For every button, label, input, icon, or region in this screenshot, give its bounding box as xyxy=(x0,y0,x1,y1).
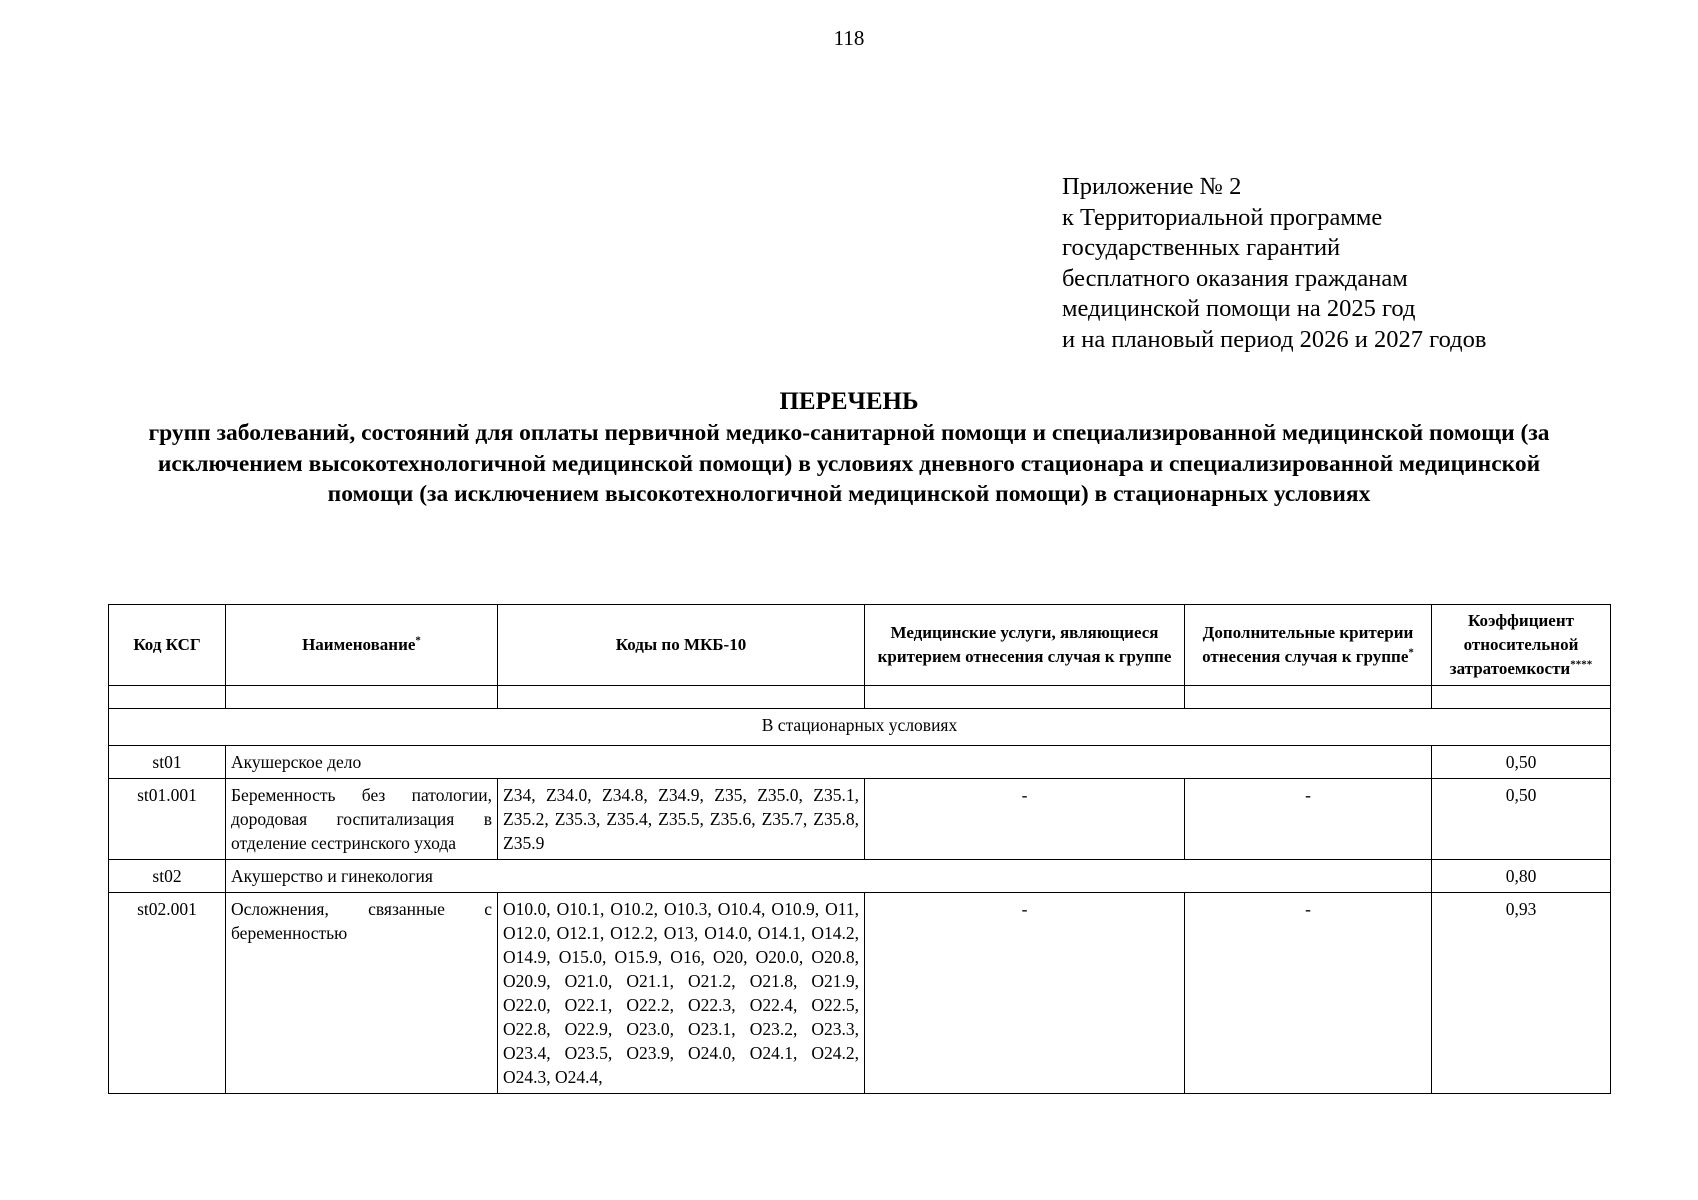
document-subtitle: групп заболеваний, состояний для оплаты первичной медико-санитарной помощи и специализированной медицинской помощи (за исключением высокотехнологичной медицинской помощи) в условиях дневного стационара и специализированной медицинской помощи (за исключением высокотехнологичной медицинской помощи) в стационарных условиях xyxy=(148,420,1550,507)
services-cell: - xyxy=(865,779,1185,860)
mkb-codes-cell: Z34, Z34.0, Z34.8, Z34.9, Z35, Z35.0, Z35.1, Z35.2, Z35.3, Z35.4, Z35.5, Z35.6, Z35.7, Z35.8, Z35.9 xyxy=(498,779,865,860)
ksg-name-cell: Акушерское дело xyxy=(226,746,1432,779)
table-row xyxy=(109,860,1611,893)
ksg-code-cell: st02.001 xyxy=(109,893,226,1094)
header-name: Наименование* xyxy=(226,605,498,686)
ksg-name-cell: Осложнения, связанные с беременностью xyxy=(226,893,498,1094)
coef-cell: 0,50 xyxy=(1432,779,1611,860)
header-mkb: Коды по МКБ-10 xyxy=(498,605,865,686)
table-header-row xyxy=(109,605,1611,686)
page-number: 118 xyxy=(833,26,865,50)
coef-cell: 0,50 xyxy=(1432,746,1611,779)
appendix-line: Приложение № 2 xyxy=(1062,173,1242,200)
document-title: ПЕРЕЧЕНЬ xyxy=(779,388,919,415)
mkb-codes-cell: O10.0, O10.1, O10.2, O10.3, O10.4, O10.9, O11, O12.0, O12.1, O12.2, O13, O14.0, O14.1, O14.2, O14.9, O15.0, O15.9, O16, O20, O20.0, O20.8, O20.9, O21.0, O21.1, O21.2, O21.8, O21.9, O22.0, O22.1, O22.2, O22.3, O22.4, O22.5, O22.8, O22.9, O23.0, O23.1, O23.2, O23.3, O23.4, O23.5, O23.9, O24.0, O24.1, O24.2, O24.3, O24.4, xyxy=(498,893,865,1094)
appendix-line: государственных гарантий xyxy=(1062,234,1341,261)
header-coef: Коэффициент относительной затратоемкости**** xyxy=(1432,605,1611,686)
table-row xyxy=(109,779,1611,860)
services-cell: - xyxy=(865,893,1185,1094)
criteria-cell: - xyxy=(1185,893,1432,1094)
ksg-code-cell: st01 xyxy=(109,746,226,779)
coef-cell: 0,93 xyxy=(1432,893,1611,1094)
ksg-name-cell: Акушерство и гинекология xyxy=(226,860,1432,893)
header-criteria: Дополнительные критерии отнесения случая к группе* xyxy=(1185,605,1432,686)
table-row xyxy=(109,893,1611,1094)
footnote-mark: * xyxy=(415,634,421,647)
section-row xyxy=(109,709,1611,746)
ksg-name-cell: Беременность без патологии, дородовая госпитализация в отделение сестринского ухода xyxy=(226,779,498,860)
appendix-line: медицинской помощи на 2025 год xyxy=(1062,295,1416,322)
coef-cell: 0,80 xyxy=(1432,860,1611,893)
criteria-cell: - xyxy=(1185,779,1432,860)
table-spacer-row xyxy=(109,686,1611,709)
ksg-table xyxy=(108,604,1611,1094)
ksg-code-cell: st02 xyxy=(109,860,226,893)
appendix-block xyxy=(1062,172,1622,355)
footnote-mark: * xyxy=(1408,646,1414,659)
table-row xyxy=(109,746,1611,779)
footnote-mark: **** xyxy=(1570,658,1593,671)
appendix-line: и на плановый период 2026 и 2027 годов xyxy=(1062,325,1487,353)
ksg-code-cell: st01.001 xyxy=(109,779,226,860)
section-title: В стационарных условиях xyxy=(109,709,1611,746)
header-code: Код КСГ xyxy=(109,605,226,686)
appendix-line: бесплатного оказания гражданам xyxy=(1062,264,1408,292)
appendix-line: к Территориальной программе xyxy=(1062,203,1383,231)
header-services: Медицинские услуги, являющиеся критерием отнесения случая к группе xyxy=(865,605,1185,686)
